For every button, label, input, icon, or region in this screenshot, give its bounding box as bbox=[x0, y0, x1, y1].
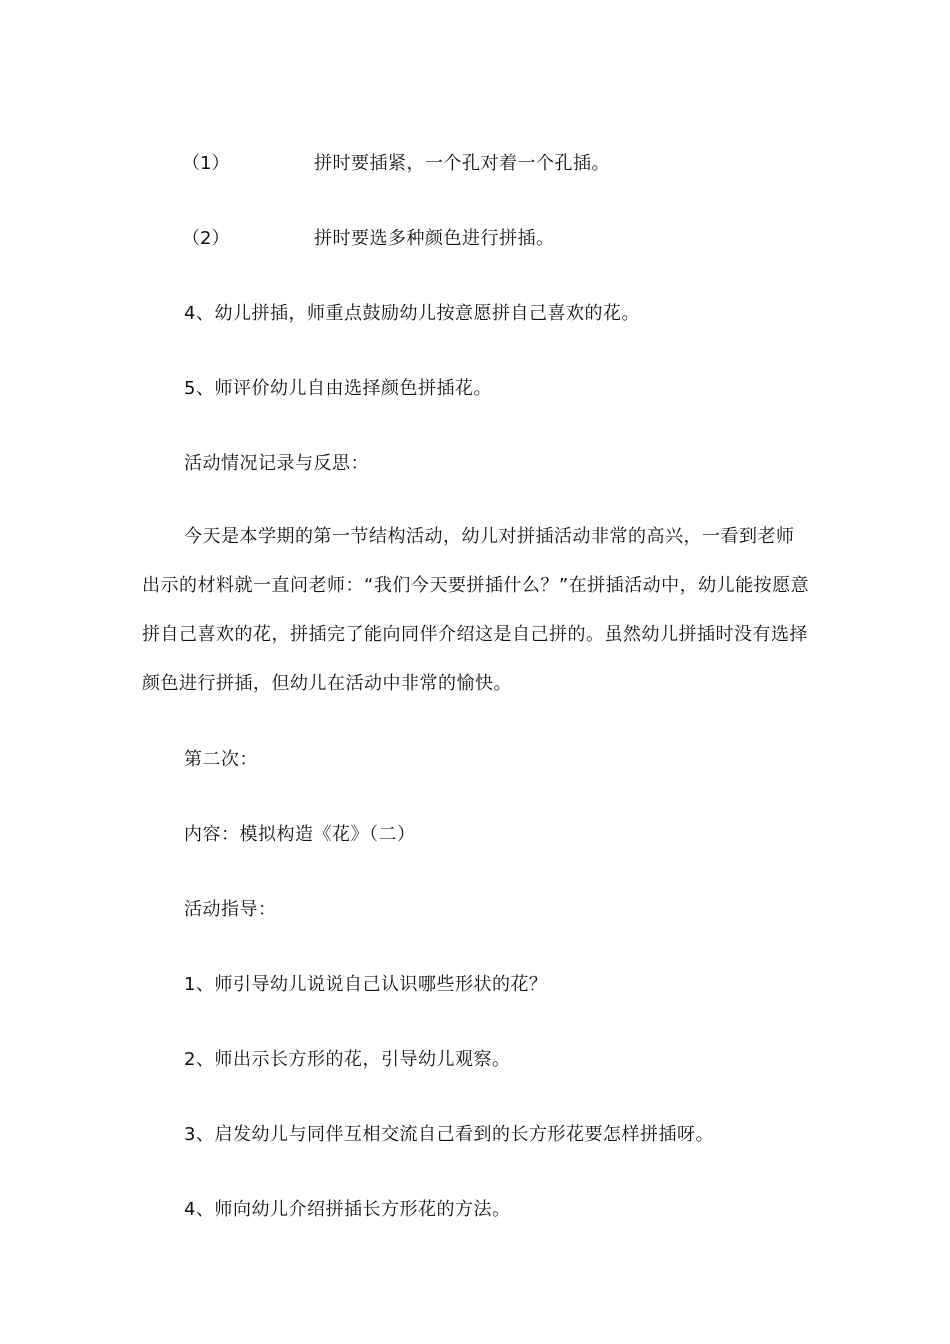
reflection-heading: 活动情况记录与反思： bbox=[184, 453, 369, 474]
sub-item-2-text: 拼时要选多种颜色进行拼插。 bbox=[314, 228, 555, 249]
guidance-item-4: 4、师向幼儿介绍拼插长方形花的方法。 bbox=[184, 1199, 511, 1220]
reflection-paragraph: 今天是本学期的第一节结构活动，幼儿对拼插活动非常的高兴，一看到老师出示的材料就一直问老师：“我们今天要拼插什么？”在拼插活动中，幼儿能按愿意拼自己喜欢的花，拼插完了能向同伴介绍这是自己拼的。虽然幼儿拼插时没有选择颜色进行拼插，但幼儿在活动中非常的愉快。 bbox=[142, 526, 810, 694]
sub-item-2-number: （2） bbox=[182, 228, 230, 249]
sub-item-1-number: （1） bbox=[182, 153, 230, 174]
step-4: 4、幼儿拼插，师重点鼓励幼儿按意愿拼自己喜欢的花。 bbox=[184, 303, 640, 324]
guidance-heading: 活动指导： bbox=[184, 899, 277, 920]
step-5: 5、师评价幼儿自由选择颜色拼插花。 bbox=[184, 378, 492, 399]
guidance-item-3: 3、启发幼儿与同伴互相交流自己看到的长方形花要怎样拼插呀。 bbox=[184, 1124, 714, 1145]
guidance-item-2: 2、师出示长方形的花，引导幼儿观察。 bbox=[184, 1049, 511, 1070]
second-session-heading: 第二次： bbox=[184, 749, 258, 770]
sub-item-1-text: 拼时要插紧，一个孔对着一个孔插。 bbox=[314, 153, 610, 174]
content-line: 内容：模拟构造《花》（二） bbox=[184, 824, 416, 845]
guidance-item-1: 1、师引导幼儿说说自己认识哪些形状的花？ bbox=[184, 974, 548, 995]
